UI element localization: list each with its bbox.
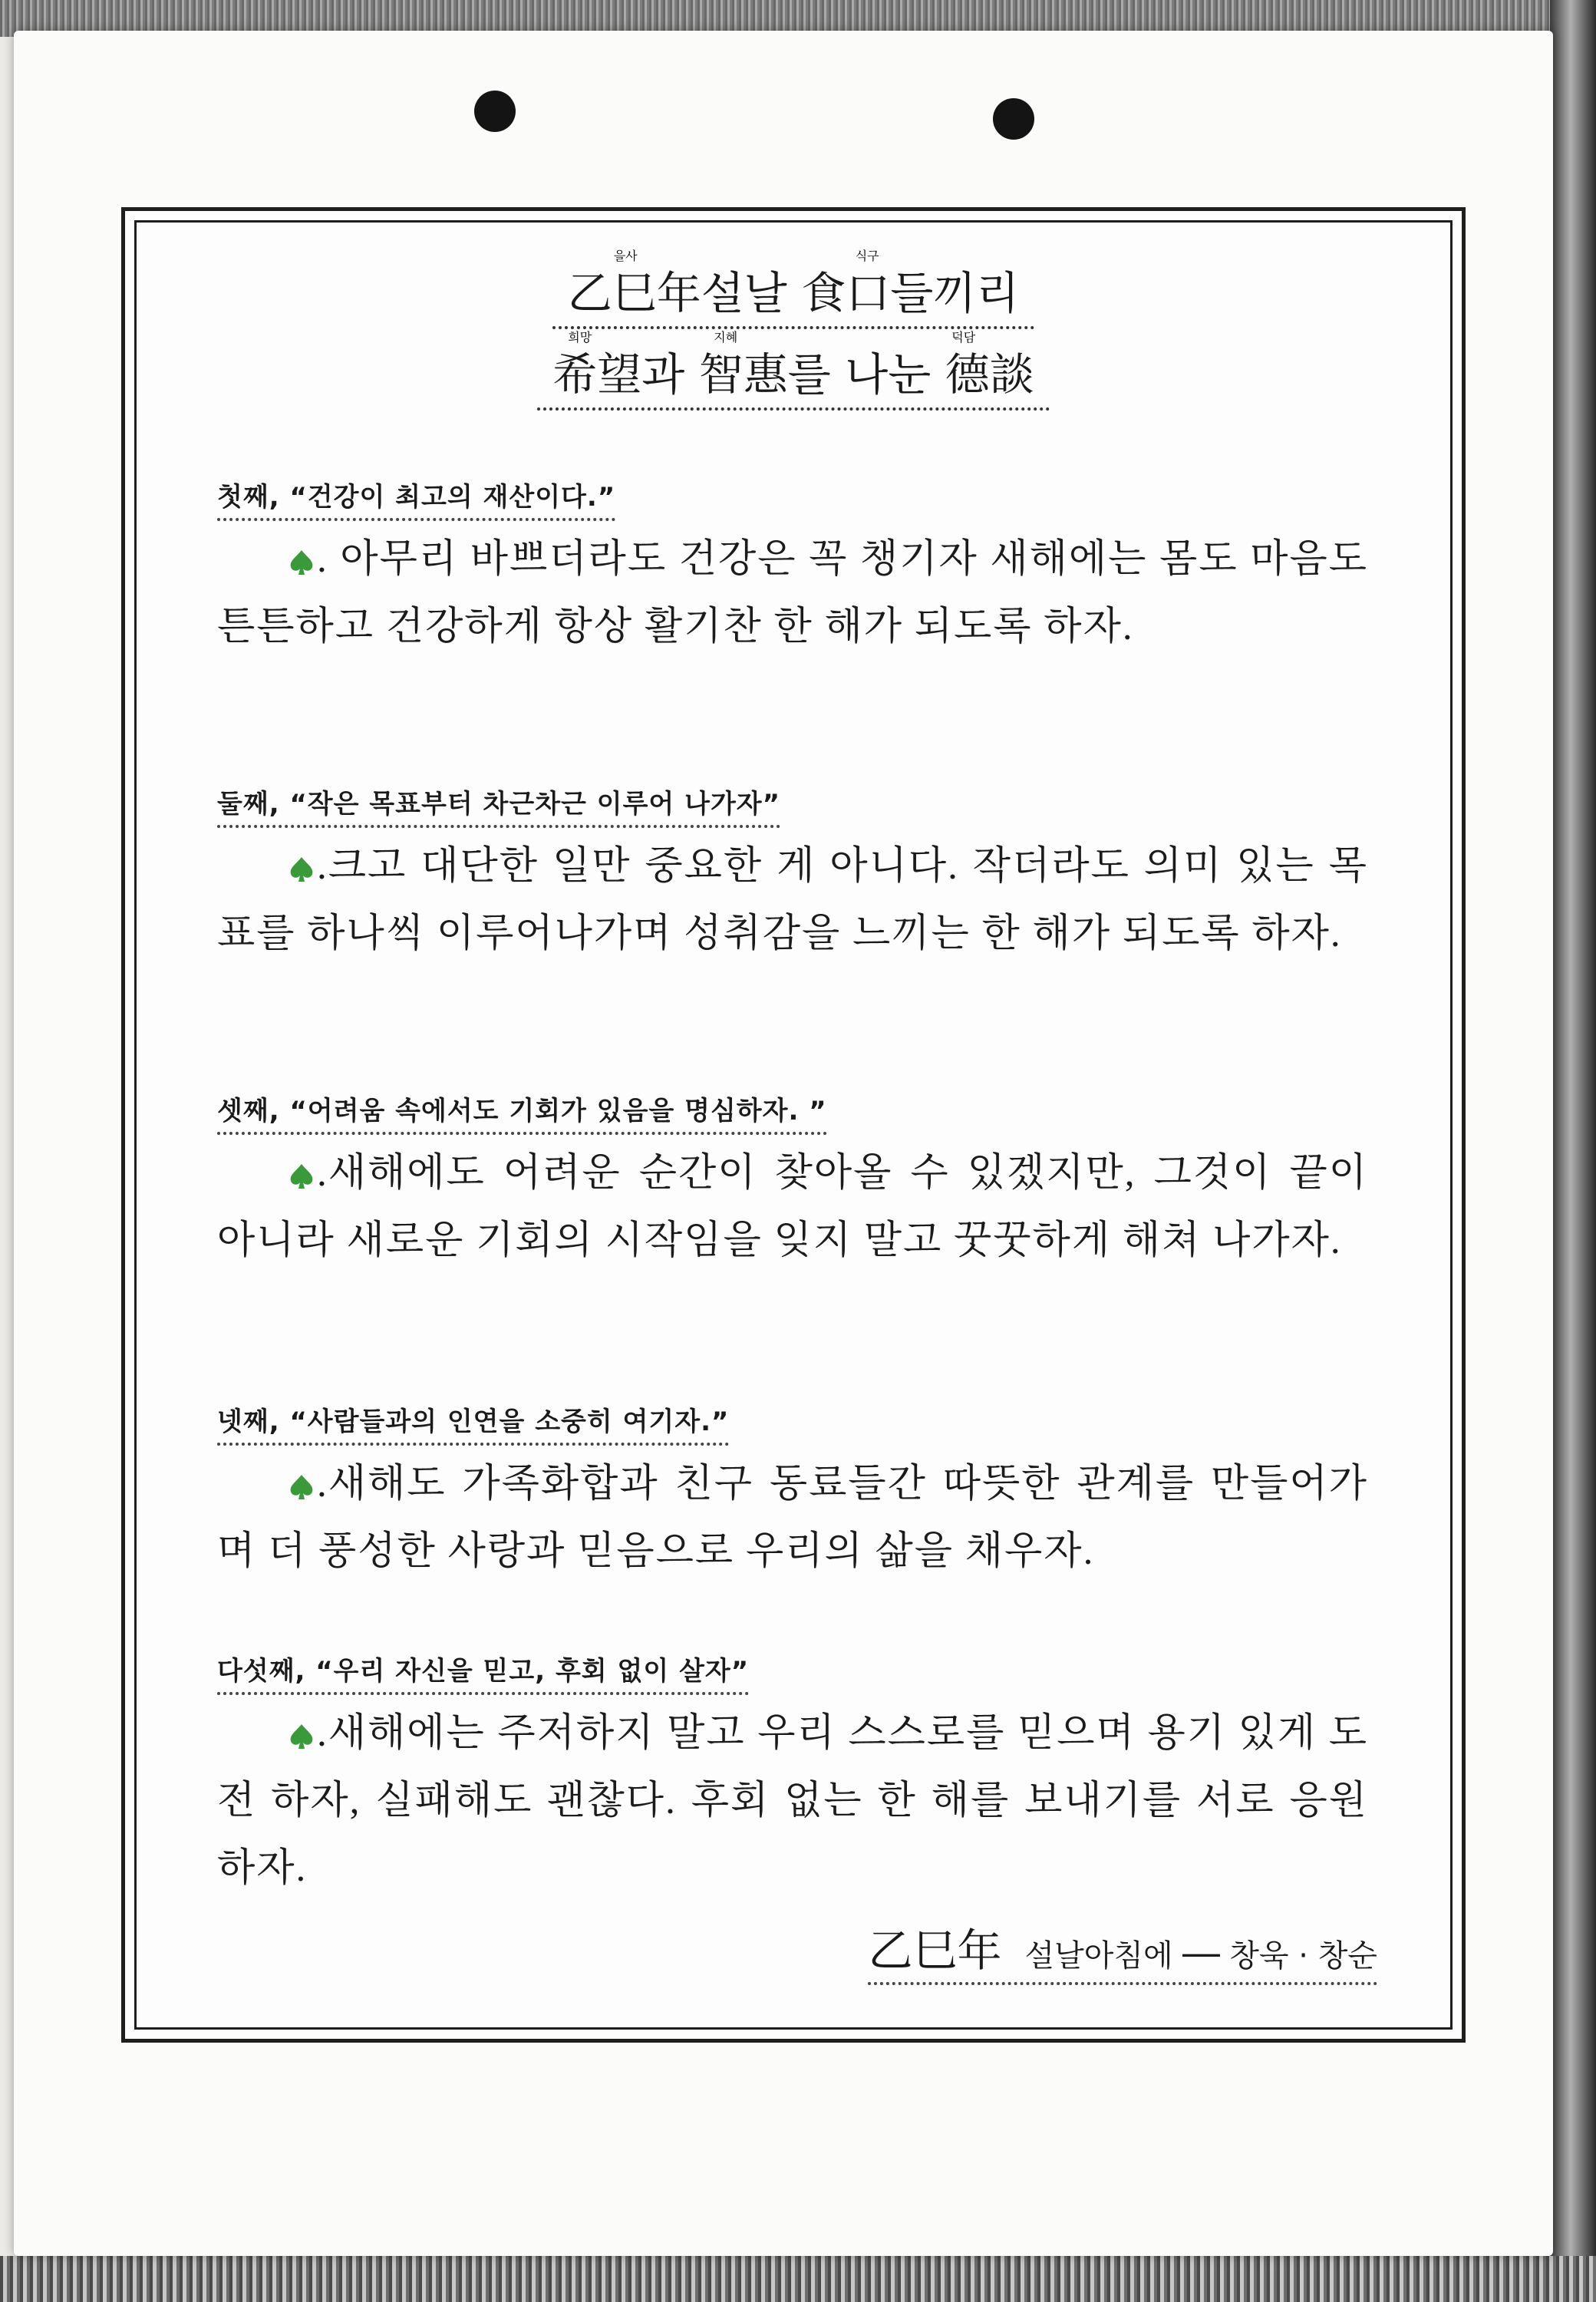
binder-edge <box>1550 0 1596 2302</box>
title-ruby-huimang: 희망 <box>568 330 592 345</box>
spade-icon <box>286 854 317 885</box>
section-1-text: . 아무리 바쁘더라도 건강은 꼭 챙기자 새해에는 몸도 마음도 튼튼하고 건강하게 항상 활기찬 한 해가 되도록 하자. <box>217 538 1368 648</box>
signature-year: 乙巳年 <box>868 1924 1002 1977</box>
section-4-body <box>217 1450 1368 1585</box>
section-5-body <box>217 1700 1368 1902</box>
section-1-heading: 첫째, “건강이 최고의 재산이다.” <box>217 476 615 521</box>
section-2-heading: 둘째, “작은 목표부터 차근차근 이루어 나가자” <box>217 783 780 828</box>
section-5-heading: 다섯째, “우리 자신을 믿고, 후회 없이 살자” <box>217 1650 749 1695</box>
spade-icon <box>286 1161 317 1192</box>
section-3-body <box>217 1139 1368 1275</box>
title-ruby-eulsa: 을사 <box>613 249 638 263</box>
section-2-body <box>217 833 1368 968</box>
section-3-heading: 셋째, “어려움 속에서도 기회가 있음을 명심하자. ” <box>217 1090 827 1135</box>
spade-icon <box>286 1472 317 1502</box>
spade-icon <box>286 547 317 578</box>
title-ruby-sikgu: 식구 <box>855 249 879 263</box>
punch-hole-right <box>993 98 1034 140</box>
title-block <box>125 249 1462 411</box>
section-3-text: .새해에도 어려운 순간이 찾아올 수 있겠지만, 그것이 끝이 아니라 새로운 기회의 시작임을 잊지 말고 꿋꿋하게 해쳐 나가자. <box>217 1152 1368 1262</box>
section-4-heading: 넷째, “사람들과의 인연을 소중히 여기자.” <box>217 1400 729 1446</box>
document-frame <box>121 207 1466 2043</box>
title-line-2: 希望과 智惠를 나눈 德談 <box>537 338 1049 411</box>
title-ruby-jihye: 지혜 <box>714 330 738 345</box>
bottom-background-strip <box>0 2256 1596 2302</box>
section-4-text: .새해도 가족화합과 친구 동료들간 따뜻한 관계를 만들어가며 더 풍성한 사랑과 믿음으로 우리의 삶을 채우자. <box>217 1463 1368 1573</box>
section-5-text: .새해에는 주저하지 말고 우리 스스로를 믿으며 용기 있게 도전 하자, 실패해도 괜찮다. 후회 없는 한 해를 보내기를 서로 응원하자. <box>217 1712 1368 1890</box>
section-2-text: .크고 대단한 일만 중요한 게 아니다. 작더라도 의미 있는 목표를 하나씩 이루어나가며 성취감을 느끼는 한 해가 되도록 하자. <box>217 845 1368 955</box>
punch-hole-left <box>474 91 516 132</box>
title-line-1: 乙巳年설날 食口들끼리 <box>552 257 1035 329</box>
signature <box>868 1914 1377 1985</box>
signature-text: 설날아침에 ── 창욱 · 창순 <box>1024 1938 1377 1974</box>
title-ruby-deokdam: 덕담 <box>951 330 976 345</box>
spade-icon <box>286 1721 317 1752</box>
section-1-body <box>217 526 1368 661</box>
